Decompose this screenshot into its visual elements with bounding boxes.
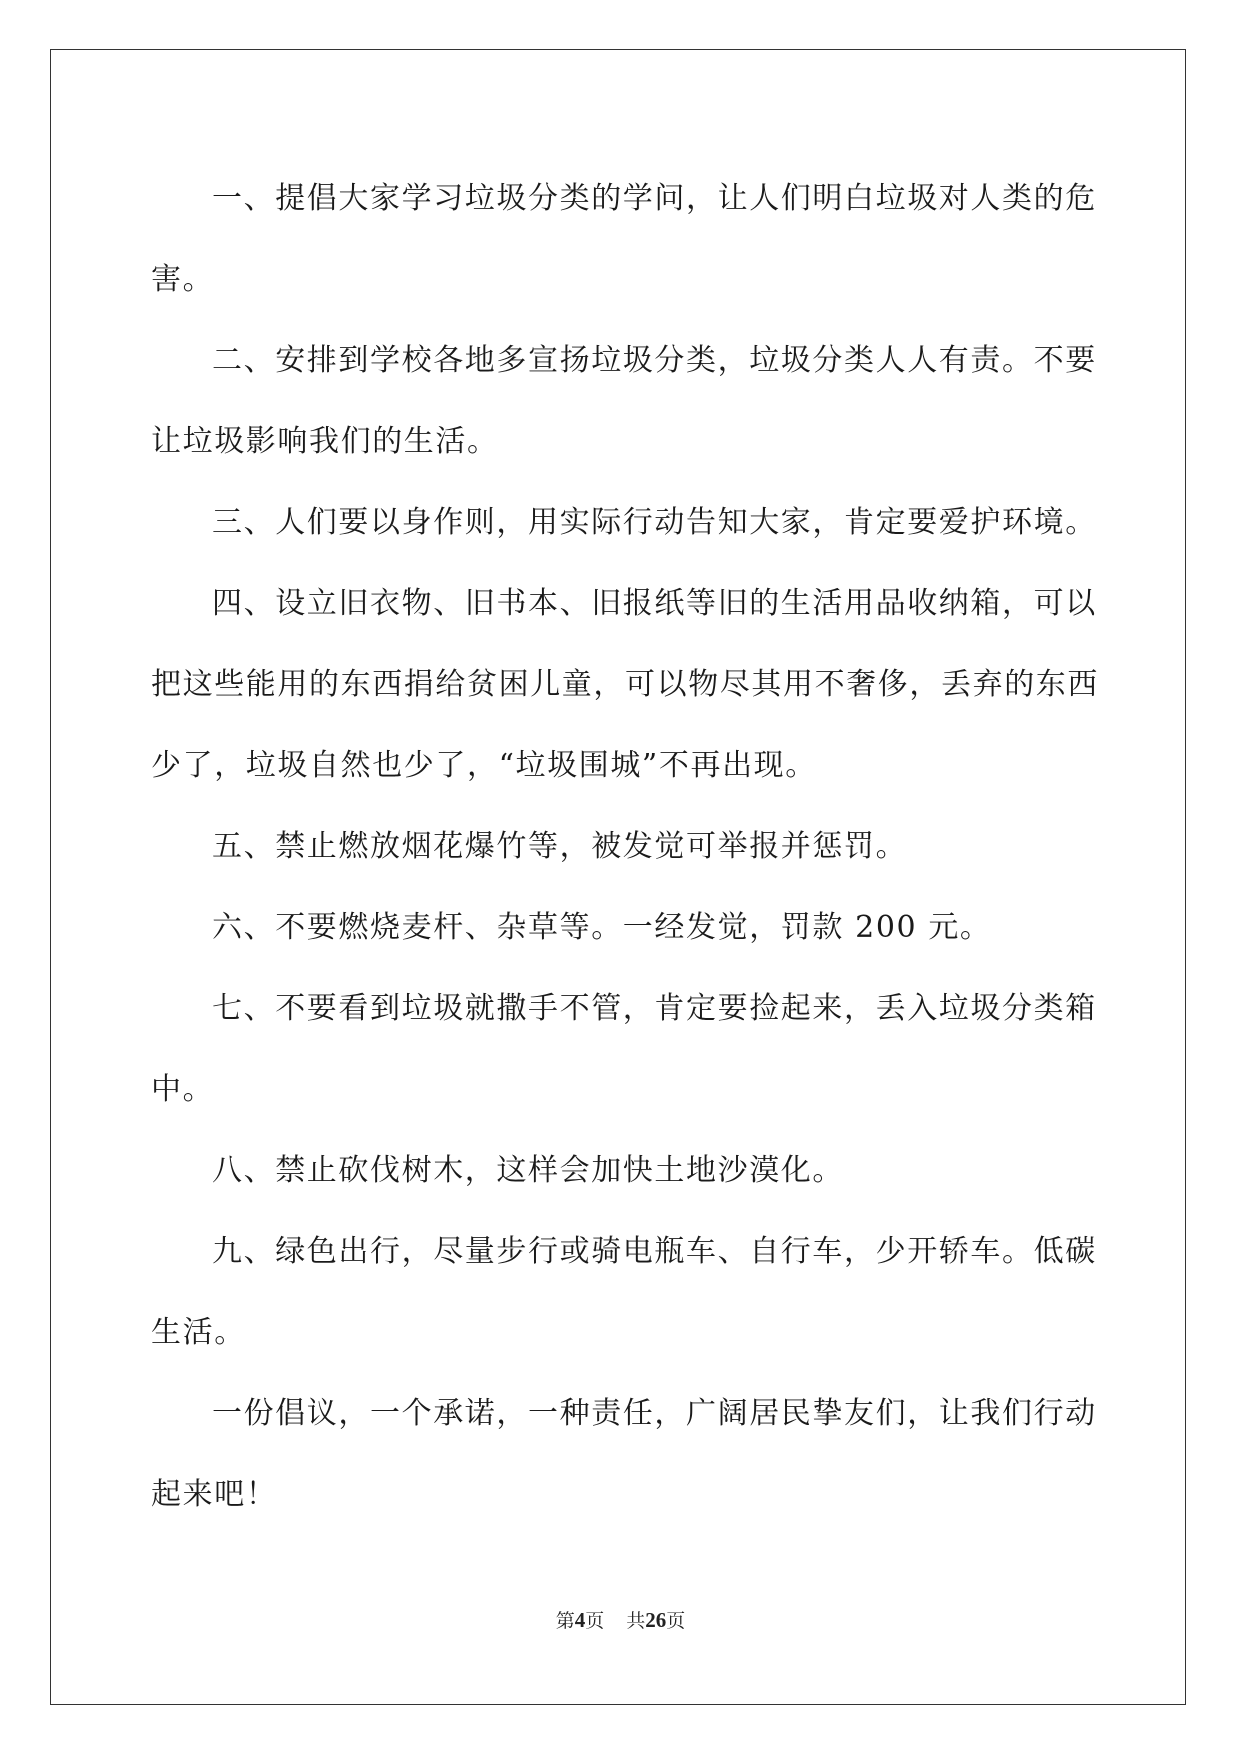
page-label-suffix: 页 (585, 1611, 605, 1632)
paragraph-7-line-2: 中。 (151, 1072, 215, 1107)
paragraph-8-line-1: 八、禁止砍伐树木，这样会加快土地沙漠化。 (212, 1153, 844, 1188)
paragraph-7-line-1: 七、不要看到垃圾就撒手不管，肯定要捡起来，丢入垃圾分类箱 (212, 991, 1097, 1026)
page-footer (0, 1608, 1241, 1634)
current-page-number: 4 (574, 1608, 586, 1632)
paragraph-4-line-3: 少了，垃圾自然也少了，“垃圾围城”不再出现。 (151, 748, 817, 783)
total-label-prefix: 共 (626, 1611, 646, 1632)
paragraph-6-line-1: 六、不要燃烧麦杆、杂草等。一经发觉，罚款 200 元。 (212, 910, 992, 945)
paragraph-4-line-1: 四、设立旧衣物、旧书本、旧报纸等旧的生活用品收纳箱，可以 (212, 586, 1097, 621)
total-label-suffix: 页 (666, 1611, 686, 1632)
paragraph-9-line-1: 九、绿色出行，尽量步行或骑电瓶车、自行车，少开轿车。低碳 (212, 1234, 1097, 1269)
paragraph-4-line-2: 把这些能用的东西捐给贫困儿童，可以物尽其用不奢侈，丢弃的东西 (151, 667, 1099, 702)
paragraph-3-line-1: 三、人们要以身作则，用实际行动告知大家，肯定要爱护环境。 (212, 505, 1097, 540)
paragraph-1-line-2: 害。 (151, 262, 215, 297)
document-body (151, 158, 1099, 1535)
paragraph-10-line-2: 起来吧！ (151, 1477, 278, 1512)
paragraph-2-line-2: 让垃圾影响我们的生活。 (151, 424, 499, 459)
total-page-count: 26 (645, 1608, 667, 1632)
paragraph-2-line-1: 二、安排到学校各地多宣扬垃圾分类，垃圾分类人人有责。不要 (212, 343, 1097, 378)
paragraph-10-line-1: 一份倡议，一个承诺，一种责任，广阔居民挚友们，让我们行动 (212, 1396, 1097, 1431)
paragraph-1-line-1: 一、提倡大家学习垃圾分类的学问，让人们明白垃圾对人类的危 (212, 181, 1097, 216)
page-label-prefix: 第 (555, 1611, 575, 1632)
paragraph-9-line-2: 生活。 (151, 1315, 246, 1350)
paragraph-5-line-1: 五、禁止燃放烟花爆竹等，被发觉可举报并惩罚。 (212, 829, 908, 864)
